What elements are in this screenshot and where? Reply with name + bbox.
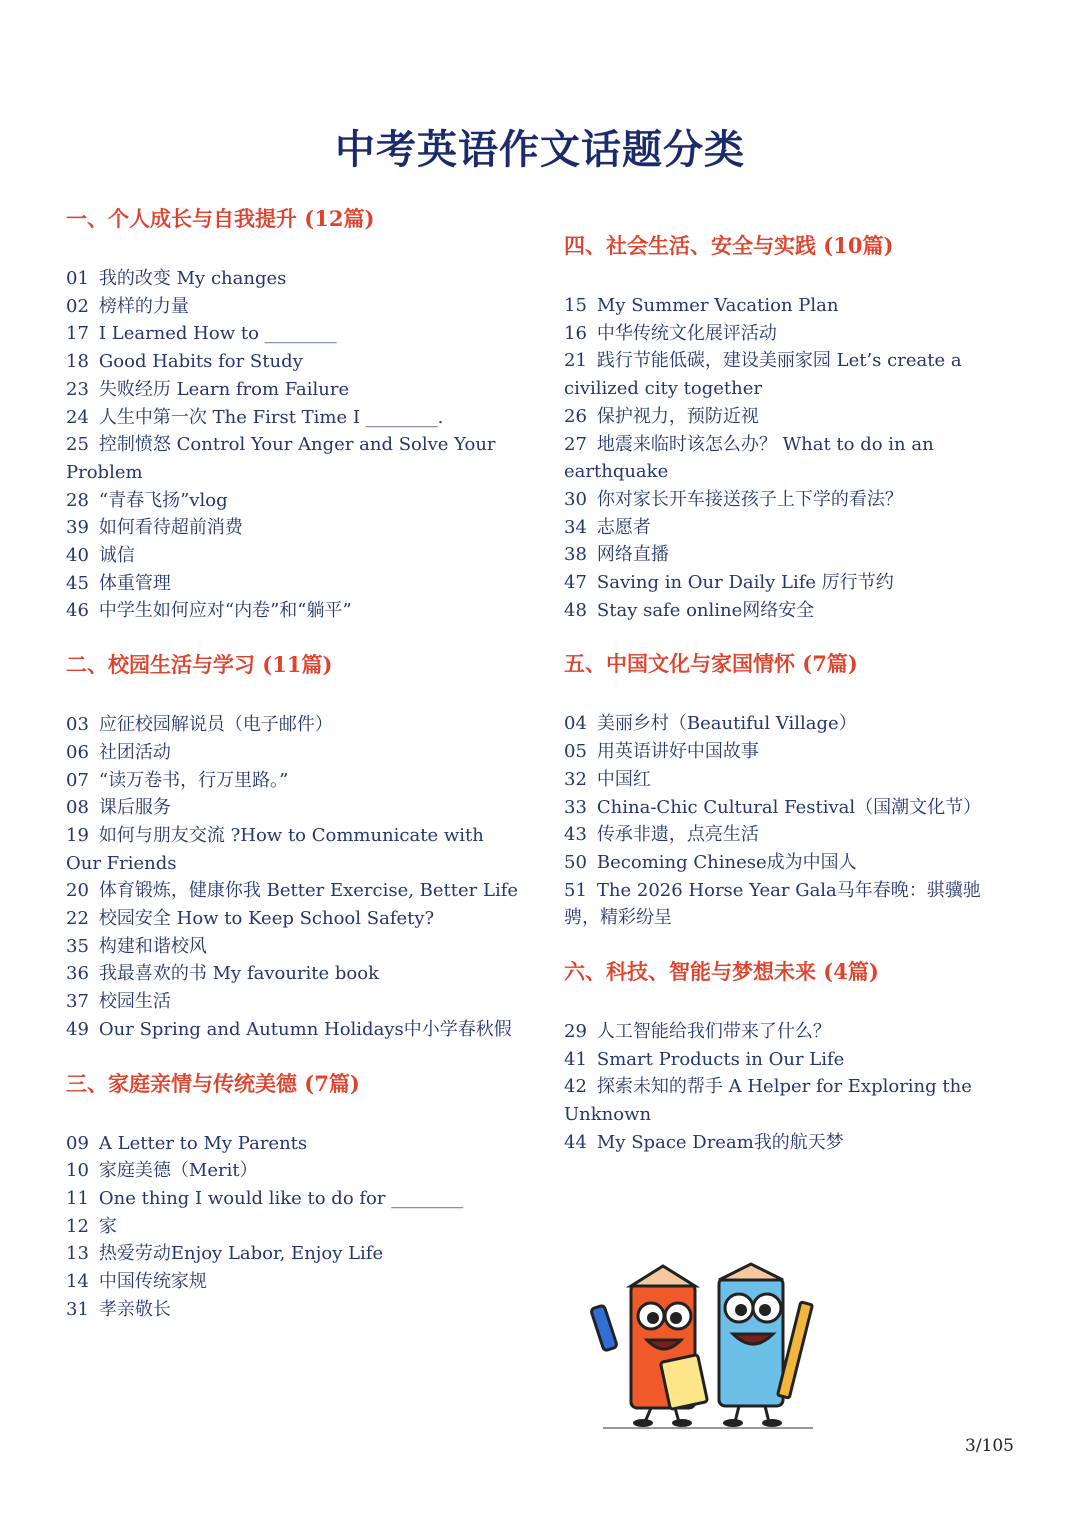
topic-text: 课后服务 bbox=[98, 797, 171, 819]
topic-item bbox=[66, 1296, 521, 1324]
topic-item bbox=[66, 905, 521, 933]
topic-number: 08 bbox=[66, 797, 89, 819]
topic-number: 19 bbox=[66, 824, 89, 846]
topic-item bbox=[66, 1268, 521, 1296]
topic-text: 诚信 bbox=[98, 545, 135, 567]
topic-text: 我的改变 My changes bbox=[98, 268, 287, 289]
topic-item bbox=[66, 597, 521, 625]
topic-number: 01 bbox=[66, 268, 89, 289]
topic-section bbox=[66, 649, 521, 1043]
topic-item bbox=[564, 292, 1014, 320]
topic-section bbox=[564, 230, 1014, 624]
topic-text: My Space Dream我的航天梦 bbox=[596, 1131, 844, 1153]
topic-number: 34 bbox=[564, 516, 587, 538]
topic-number: 18 bbox=[66, 351, 89, 373]
topic-number: 15 bbox=[564, 295, 587, 316]
topic-text: 网络直播 bbox=[596, 544, 669, 566]
topic-number: 25 bbox=[66, 434, 89, 456]
topic-text: Our Spring and Autumn Holidays中小学春秋假 bbox=[98, 1018, 512, 1040]
topic-number: 40 bbox=[66, 545, 89, 567]
topic-list bbox=[66, 265, 521, 625]
topic-text: Stay safe online网络安全 bbox=[596, 599, 815, 621]
pencil-mascots-illustration bbox=[583, 1262, 823, 1432]
topic-number: 24 bbox=[66, 406, 89, 428]
topic-item bbox=[564, 347, 1014, 402]
topic-item bbox=[564, 403, 1014, 431]
topic-text: 美丽乡村（Beautiful Village） bbox=[596, 713, 857, 735]
topic-item bbox=[66, 514, 521, 542]
section-heading: 五、中国文化与家国情怀 (7篇) bbox=[564, 651, 858, 677]
topic-number: 16 bbox=[564, 322, 587, 344]
topic-list bbox=[564, 292, 1014, 624]
topic-text: 人生中第一次 The First Time I ________. bbox=[98, 406, 444, 428]
topic-text: 中华传统文化展评活动 bbox=[596, 322, 777, 344]
topic-text: Becoming Chinese成为中国人 bbox=[596, 851, 857, 873]
topic-number: 32 bbox=[564, 768, 587, 790]
topic-item bbox=[564, 1129, 1014, 1157]
topic-number: 33 bbox=[564, 796, 587, 818]
topic-text: 探索未知的帮手 A Helper for Exploring the Unknown bbox=[564, 1076, 972, 1126]
topic-item bbox=[66, 822, 521, 877]
topic-number: 36 bbox=[66, 963, 89, 985]
topic-text: 热爱劳动Enjoy Labor, Enjoy Life bbox=[98, 1243, 384, 1265]
section-heading: 三、家庭亲情与传统美德 (7篇) bbox=[66, 1070, 360, 1096]
topic-item bbox=[564, 514, 1014, 542]
topic-item bbox=[564, 794, 1014, 822]
topic-number: 26 bbox=[564, 405, 587, 427]
topic-item bbox=[564, 821, 1014, 849]
section-heading: 四、社会生活、安全与实践 (10篇) bbox=[564, 233, 894, 258]
topic-item bbox=[66, 739, 521, 767]
topic-item bbox=[66, 988, 521, 1016]
topic-list bbox=[564, 710, 1014, 932]
topic-number: 02 bbox=[66, 295, 89, 317]
topic-section bbox=[564, 956, 1014, 1157]
topic-text: Good Habits for Study bbox=[98, 351, 303, 373]
topic-text: 控制愤怒 Control Your Anger and Solve Your Problem bbox=[66, 434, 496, 483]
topic-item bbox=[66, 376, 521, 404]
topic-item bbox=[66, 293, 521, 321]
section-heading: 六、科技、智能与梦想未来 (4篇) bbox=[564, 959, 879, 985]
topic-text: 校园生活 bbox=[98, 991, 171, 1013]
topic-number: 21 bbox=[564, 350, 587, 372]
topic-number: 48 bbox=[564, 599, 587, 621]
topic-number: 22 bbox=[66, 908, 89, 930]
topic-section bbox=[66, 203, 521, 625]
topic-text: 中学生如何应对“内卷”和“躺平” bbox=[98, 600, 352, 622]
right-column bbox=[564, 230, 1014, 1181]
topic-text: Smart Products in Our Life bbox=[596, 1048, 845, 1070]
topic-number: 12 bbox=[66, 1215, 89, 1237]
topic-item bbox=[66, 1130, 521, 1158]
topic-text: 人工智能给我们带来了什么？ bbox=[596, 1021, 831, 1043]
topic-number: 39 bbox=[66, 517, 89, 539]
topic-text: 孝亲敬长 bbox=[98, 1298, 171, 1320]
topic-text: 如何与朋友交流 ?How to Communicate with Our Friends bbox=[66, 824, 484, 874]
topic-number: 41 bbox=[564, 1048, 587, 1070]
topic-number: 06 bbox=[66, 741, 89, 763]
topic-number: 45 bbox=[66, 572, 89, 594]
topic-item bbox=[66, 1185, 521, 1213]
topic-text: “读万卷书，行万里路。” bbox=[98, 769, 289, 791]
topic-number: 43 bbox=[564, 824, 587, 846]
topic-text: Saving in Our Daily Life 厉行节约 bbox=[596, 572, 894, 594]
topic-item bbox=[564, 738, 1014, 766]
topic-item bbox=[564, 877, 1014, 932]
topic-text: 中国传统家规 bbox=[98, 1271, 207, 1293]
topic-item bbox=[66, 767, 521, 795]
topic-item bbox=[564, 597, 1014, 625]
topic-text: 传承非遗，点亮生活 bbox=[596, 824, 759, 846]
topic-text: 构建和谐校风 bbox=[98, 935, 207, 957]
topic-number: 47 bbox=[564, 572, 587, 594]
topic-text: 我最喜欢的书 My favourite book bbox=[98, 963, 380, 985]
topic-number: 50 bbox=[564, 851, 587, 873]
topic-item bbox=[66, 404, 521, 432]
topic-item bbox=[66, 1240, 521, 1268]
page-number: 3/105 bbox=[965, 1436, 1014, 1456]
topic-item bbox=[564, 710, 1014, 738]
section-heading: 一、个人成长与自我提升 (12篇) bbox=[66, 206, 375, 231]
topic-item bbox=[66, 1157, 521, 1185]
topic-item bbox=[564, 431, 1014, 486]
topic-text: 应征校园解说员（电子邮件） bbox=[98, 714, 333, 736]
topic-number: 07 bbox=[66, 769, 89, 791]
topic-text: 家庭美德（Merit） bbox=[98, 1160, 258, 1182]
topic-text: China-Chic Cultural Festival（国潮文化节） bbox=[596, 796, 982, 818]
topic-text: “青春飞扬”vlog bbox=[98, 489, 228, 511]
topic-item bbox=[564, 320, 1014, 348]
topic-item bbox=[564, 1073, 1014, 1128]
topic-item bbox=[564, 1018, 1014, 1046]
topic-text: 如何看待超前消费 bbox=[98, 517, 243, 539]
topic-text: 践行节能低碳，建设美丽家园 Let’s create a civilized city together bbox=[564, 350, 962, 400]
orange-mascot bbox=[591, 1266, 708, 1427]
topic-number: 35 bbox=[66, 935, 89, 957]
topic-number: 38 bbox=[564, 544, 587, 566]
topic-text: 地震来临时该怎么办？ What to do in an earthquake bbox=[564, 433, 934, 483]
topic-item bbox=[564, 569, 1014, 597]
topic-text: A Letter to My Parents bbox=[98, 1132, 308, 1154]
topic-number: 37 bbox=[66, 991, 89, 1013]
topic-text: 用英语讲好中国故事 bbox=[596, 741, 759, 763]
topic-text: One thing I would like to do for ________ bbox=[98, 1187, 464, 1209]
topic-number: 20 bbox=[66, 880, 89, 902]
topic-number: 05 bbox=[564, 741, 587, 763]
topic-item bbox=[66, 320, 521, 348]
topic-list bbox=[66, 1130, 521, 1324]
topic-item bbox=[66, 877, 521, 905]
topic-item bbox=[66, 711, 521, 739]
section-heading: 二、校园生活与学习 (11篇) bbox=[66, 652, 333, 678]
topic-number: 27 bbox=[564, 433, 587, 455]
topic-number: 30 bbox=[564, 488, 587, 510]
topic-number: 04 bbox=[564, 713, 587, 735]
topic-text: 中国红 bbox=[596, 768, 651, 790]
topic-item bbox=[66, 570, 521, 598]
topic-text: The 2026 Horse Year Gala马年春晚：骐骥驰骋，精彩纷呈 bbox=[564, 879, 981, 929]
topic-number: 23 bbox=[66, 378, 89, 400]
page-title: 中考英语作文话题分类 bbox=[335, 126, 745, 173]
topic-list bbox=[564, 1018, 1014, 1157]
topic-text: 失败经历 Learn from Failure bbox=[98, 378, 350, 400]
left-column bbox=[66, 203, 521, 1348]
blue-mascot bbox=[719, 1264, 812, 1427]
topic-text: 体重管理 bbox=[98, 572, 171, 594]
topic-item bbox=[66, 348, 521, 376]
topic-text: 保护视力，预防近视 bbox=[596, 405, 759, 427]
topic-number: 09 bbox=[66, 1132, 89, 1154]
topic-number: 51 bbox=[564, 879, 587, 901]
topic-text: 校园安全 How to Keep School Safety? bbox=[98, 908, 435, 930]
topic-number: 29 bbox=[564, 1021, 587, 1043]
topic-text: My Summer Vacation Plan bbox=[596, 295, 839, 316]
topic-item bbox=[66, 265, 521, 293]
topic-item bbox=[564, 766, 1014, 794]
topic-text: 体育锻炼，健康你我 Better Exercise, Better Life bbox=[98, 880, 519, 902]
topic-number: 10 bbox=[66, 1160, 89, 1182]
topic-item bbox=[66, 794, 521, 822]
topic-item bbox=[564, 486, 1014, 514]
topic-section bbox=[66, 1068, 521, 1324]
topic-item bbox=[66, 933, 521, 961]
topic-text: 榜样的力量 bbox=[98, 295, 189, 317]
topic-text: 志愿者 bbox=[596, 516, 651, 538]
topic-text: 家 bbox=[98, 1215, 117, 1237]
topic-item bbox=[66, 960, 521, 988]
topic-number: 11 bbox=[66, 1187, 89, 1209]
topic-number: 14 bbox=[66, 1271, 89, 1293]
topic-list bbox=[66, 711, 521, 1043]
topic-section bbox=[564, 648, 1014, 932]
topic-number: 49 bbox=[66, 1018, 89, 1040]
topic-item bbox=[66, 1213, 521, 1241]
topic-item bbox=[564, 1046, 1014, 1074]
topic-number: 44 bbox=[564, 1131, 587, 1153]
topic-item bbox=[564, 849, 1014, 877]
topic-item bbox=[66, 431, 521, 486]
topic-number: 13 bbox=[66, 1243, 89, 1265]
topic-item bbox=[66, 1016, 521, 1044]
topic-item bbox=[66, 542, 521, 570]
topic-item bbox=[564, 541, 1014, 569]
topic-number: 03 bbox=[66, 714, 89, 736]
topic-number: 28 bbox=[66, 489, 89, 511]
topic-text: 你对家长开车接送孩子上下学的看法？ bbox=[596, 488, 903, 510]
topic-text: I Learned How to ________ bbox=[98, 323, 337, 345]
topic-number: 17 bbox=[66, 323, 89, 345]
topic-text: 社团活动 bbox=[98, 741, 171, 763]
topic-number: 42 bbox=[564, 1076, 587, 1098]
topic-number: 31 bbox=[66, 1298, 89, 1320]
topic-number: 46 bbox=[66, 600, 89, 622]
topic-item bbox=[66, 487, 521, 515]
